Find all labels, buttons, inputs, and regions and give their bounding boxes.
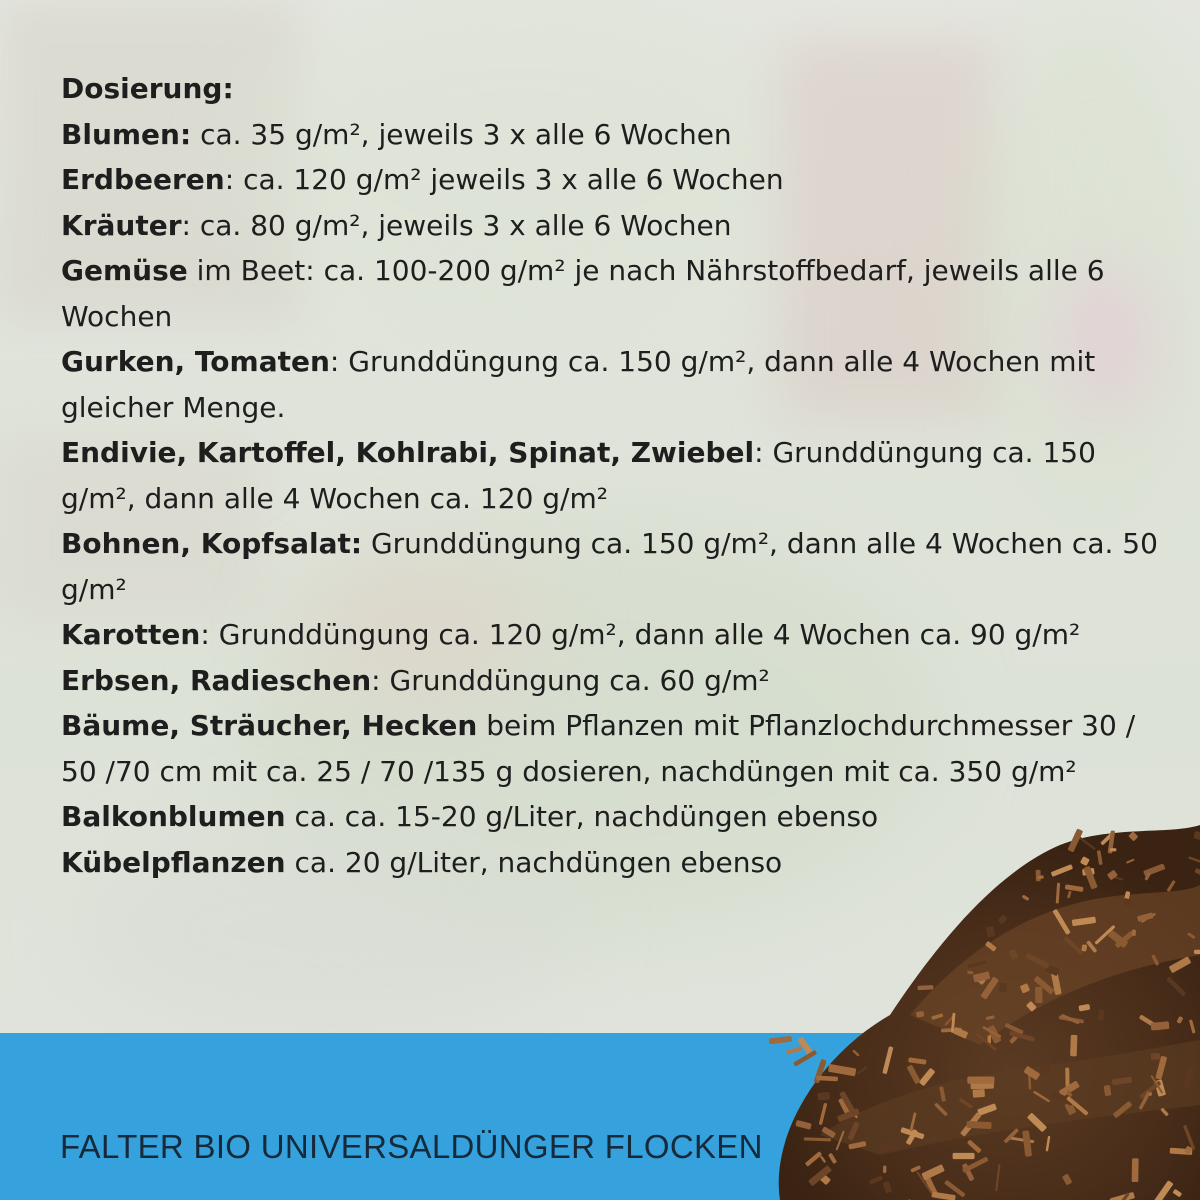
dosage-entry: Blumen: ca. 35 g/m², jeweils 3 x alle 6 Wochen — [61, 117, 732, 151]
flake — [966, 1121, 991, 1129]
flake — [1036, 870, 1041, 882]
flake — [999, 983, 1007, 992]
flake — [1081, 944, 1087, 951]
flake — [1132, 1158, 1139, 1182]
flake — [786, 1046, 802, 1055]
flake — [883, 1165, 886, 1173]
fertilizer-flakes-image — [760, 805, 1200, 1200]
dosage-entry: Gurken, Tomaten: Grunddüngung ca. 150 g/m², dann alle 4 Wochen mit gleicher Menge. — [61, 345, 1096, 424]
dosage-entry: Erbsen, Radieschen: Grunddüngung ca. 60 g/m² — [61, 663, 770, 697]
dosage-heading: Dosierung: — [61, 72, 234, 105]
flake — [1151, 1021, 1170, 1030]
flake — [1110, 848, 1117, 851]
dosage-entry: Balkonblumen ca. ca. 15-20 g/Liter, nachdüngen ebenso — [61, 800, 879, 833]
dosage-entry: Gemüse im Beet: ca. 100-200 g/m² je nach Nährstoffbedarf, jeweils alle 6 Wochen — [61, 254, 1105, 333]
flake — [1070, 1035, 1077, 1057]
flake — [1194, 950, 1200, 954]
flake — [972, 1089, 985, 1098]
flake — [1035, 987, 1042, 1003]
flake — [793, 1050, 817, 1067]
flake — [817, 1092, 830, 1101]
product-title: FALTER BIO UNIVERSALDÜNGER FLOCKEN — [60, 1128, 763, 1165]
dosage-entry: Bohnen, Kopfsalat: Grunddüngung ca. 150 g/m², dann alle 4 Wochen ca. 50 g/m² — [61, 527, 1158, 606]
dosage-entry: Bäume, Sträucher, Hecken beim Pflanzen mit Pflanzlochdurchmesser 30 / 50 /70 cm mit ca. 25 / 70 /135 g dosieren, nachdüngen mit ca. 350 g/m² — [61, 709, 1136, 788]
dosage-entry: Erdbeeren: ca. 120 g/m² jeweils 3 x alle 6 Wochen — [61, 163, 784, 196]
flake — [967, 1076, 994, 1083]
flake — [769, 1036, 792, 1045]
flake — [1151, 1053, 1160, 1060]
dosage-entry: Kräuter: ca. 80 g/m², jeweils 3 x alle 6 Wochen — [61, 208, 732, 242]
flake — [1132, 929, 1136, 936]
dosage-text-block — [61, 66, 1171, 885]
dosage-entry: Karotten: Grunddüngung ca. 120 g/m², dann alle 4 Wochen ca. 90 g/m² — [61, 618, 1081, 651]
flake — [953, 1153, 975, 1159]
dosage-entry: Kübelpflanzen ca. 20 g/Liter, nachdüngen ebenso — [61, 845, 783, 879]
dosage-entry: Endivie, Kartoffel, Kohlrabi, Spinat, Zwiebel: Grunddüngung ca. 150 g/m², dann alle 4 Wochen ca. 120 g/m² — [61, 436, 1096, 515]
flake — [917, 985, 933, 990]
